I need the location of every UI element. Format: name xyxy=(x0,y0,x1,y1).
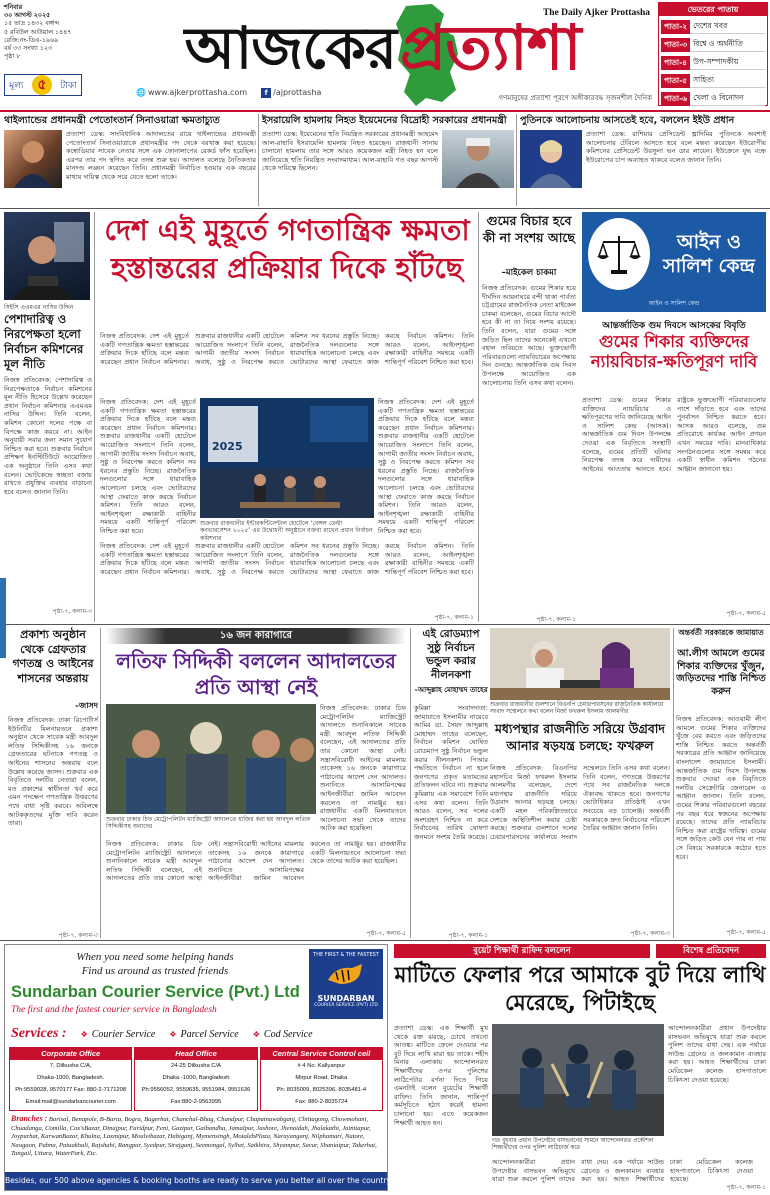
divider xyxy=(94,212,95,622)
inside-pages-title: ভেতরের পাতায় xyxy=(659,3,767,16)
globe-icon: 🌐 xyxy=(136,88,146,97)
rafid-body-right: আন্দোলনকারীরা প্রধান উপদেষ্টার বাসভবন অভিমুখে যাত্রা শুরু করলে পুলিশ তাদের বাধা দেয়। এক পর্যায়ে সাউন্ড গ্রেনেড ও জলকামান ব্যবহার করা হয়। আহত শিক্ষার্থীদের ঢাকা মেডিকেল কলেজ হাসপাতালে চিকিৎসা দেওয়া হয়েছে। xyxy=(668,1024,766,1084)
ad-office-line: Dhaka-1000, Bangladesh. xyxy=(37,1075,105,1081)
ad-logo-top: THE FIRST & THE FASTEST xyxy=(313,952,379,958)
special-report-tag: বিশেষ প্রতিবেদন xyxy=(656,944,766,958)
inside-page-topic: সাহিত্য xyxy=(690,74,765,88)
rafid-headline: মাটিতে ফেলার পরে আমাকে বুট দিয়ে লাথি মেরেছে, পিটাইছে xyxy=(394,963,766,1016)
inside-page-item[interactable] xyxy=(661,36,765,53)
mid-rule xyxy=(0,624,770,625)
ad-office xyxy=(260,1047,383,1111)
ad-office-line: Dhaka -1000, Bangladesh xyxy=(162,1075,230,1081)
roadmap-byline: –আব্দুল্লাহ মোহাম্মদ তাহের xyxy=(414,686,488,694)
price-box xyxy=(4,74,82,96)
divider xyxy=(673,628,674,938)
roadmap-body: কুমিল্লা সংবাদদাতা: জামায়াতে ইসলামীর নায়েবে আমির ডা. সৈয়দ আব্দুল্লাহ মোহাম্মদ তাহের বলেছেন, নির্বাচন কমিশন ঘোষিত রোডম্যাপ সুষ্ঠু নির্বাচন ভন্ডুল করার নীলনকশা। পিআর পদ্ধতিতে নির্বাচন না হলে জনগণের প্রকৃত মতামতের প্রতিফলন ঘটবে না। শুক্রবার কুমিল্লায় এক সমাবেশে তিনি এসব কথা বলেন। তিনি আরও বলেন, সব দলের অংশগ্রহণ নিশ্চিত না করে নির্বাচনের তারিখ ঘোষণা জনমনে সংশয় তৈরি করেছে। xyxy=(414,704,488,841)
inside-page-number: পাতা-৫ xyxy=(661,74,690,88)
ad-tagline-2: Find us around as trusted friends xyxy=(81,965,229,977)
ad-office-line: Mirpur Road, Dhaka xyxy=(295,1075,348,1081)
scales-icon xyxy=(595,230,643,278)
latif-kicker: ১৬ জন কারাগারে xyxy=(106,628,406,644)
jasad-byline: –জাসদ xyxy=(75,701,98,710)
fakhrul-headline: মধ্যপন্থার রাজনীতি সরিয়ে উগ্রবাদ আনার ষড়যন্ত্র চলছে: ফখরুল xyxy=(494,721,665,753)
ad-office-line: Fax:880-2-9563995 xyxy=(170,1099,222,1105)
inside-page-topic: দেশের খবর xyxy=(690,20,765,34)
divider xyxy=(258,114,259,206)
fakhrul-photo-caption: শুক্রবার রাজধানীর গুলশানে বিএনপি চেয়ারপারসনের রাজনৈতিক কার্যালয়ে সংবাদ সম্মেলনে কথা বলেন মির্জা ফখরুল ইসলাম আলমগীর xyxy=(490,702,664,716)
rafid-photo-caption: গত বুধবার প্রধান উপদেষ্টার বাসভবনের সামনে আন্দোলনরত প্রকৌশল শিক্ষার্থীদের ওপর পুলিশ লাঠিচার্জ করে xyxy=(492,1138,654,1152)
jamaat-story xyxy=(676,628,766,938)
date-english: ৩০ আগস্ট ২০২৫ xyxy=(4,12,51,20)
inside-page-item[interactable] xyxy=(661,54,765,71)
service-icon: ❖ xyxy=(169,1029,177,1039)
divider xyxy=(516,114,517,206)
left-story xyxy=(4,312,92,620)
jump: পৃষ্ঠা-৭, কলাম-১ xyxy=(434,614,474,621)
inside-page-number: পাতা-২ xyxy=(661,20,690,34)
gum-story xyxy=(482,212,576,623)
story-headline: থাইল্যান্ডের প্রধানমন্ত্রী পেতোংতার্ন সিনাওয়াত্রা ক্ষমতাচ্যুত xyxy=(4,115,220,126)
lead-col-text: নিজস্ব প্রতিবেদক: দেশ এই মুহূর্তে একটি গণতান্ত্রিক ক্ষমতা হস্তান্তরের প্রক্রিয়ার দিকে হাঁটছে বলে মন্তব্য করেছেন প্রধান নির্বাচন কমিশনার। শুক্রবার রাজধানীর একটি হোটেলে আয়োজিত সংলাপে তিনি বলেন, আগামী জাতীয় সংসদ নির্বাচন অবাধ, সুষ্ঠু ও নিরপেক্ষ করতে কমিশন সব ধরনের প্রস্তুতি নিচ্ছে। রাজনৈতিক দলগুলোর সঙ্গে ধারাবাহিক আলোচনা চলছে এবং ভোটারদের আস্থা ফেরাতে কাজ করছে নির্বাচন কমিশন। তিনি আরও বলেন, আইনশৃঙ্খলা রক্ষাকারী বাহিনীর সমন্বয়ে একটি শান্তিপূর্ণ পরিবেশ নিশ্চিত করা হবে। xyxy=(100,332,474,366)
title-right: প্রত্যাশা xyxy=(400,11,581,84)
lead-col-right: নিজস্ব প্রতিবেদক: দেশ এই মুহূর্তে একটি গণতান্ত্রিক ক্ষমতা হস্তান্তরের প্রক্রিয়ার দিকে হাঁটছে বলে মন্তব্য করেছেন প্রধান নির্বাচন কমিশনার। শুক্রবার রাজধানীর একটি হোটেলে আয়োজিত সংলাপে তিনি বলেন, আগামী জাতীয় সংসদ নির্বাচন অবাধ, সুষ্ঠু ও নিরপেক্ষ করতে কমিশন সব ধরনের প্রস্তুতি নিচ্ছে। রাজনৈতিক দলগুলোর সঙ্গে ধারাবাহিক আলোচনা চলছে এবং ভোটারদের আস্থা ফেরাতে কাজ করছে নির্বাচন কমিশন। তিনি আরও বলেন, আইনশৃঙ্খলা রক্ষাকারী বাহিনীর সমন্বয়ে একটি শান্তিপূর্ণ পরিবেশ নিশ্চিত করা হবে। xyxy=(378,398,474,535)
inside-page-number: পাতা-৬ xyxy=(661,92,690,106)
ad-office-line: Fax: 880-2-8035724 xyxy=(295,1099,348,1105)
lead-headline: দেশ এই মুহূর্তে গণতান্ত্রিক ক্ষমতা হস্তান্তরের প্রক্রিয়ার দিকে হাঁটছে xyxy=(104,214,470,285)
eu-photo xyxy=(520,130,582,188)
left-story-headline: পেশাদারিত্ব ও নিরপেক্ষতা হলো নির্বাচন কমিশনের মূল নীতি xyxy=(4,312,84,371)
ad-office-line: 24-25 Dilkusha C/A xyxy=(171,1063,221,1069)
masthead-rule xyxy=(0,110,770,112)
ad-office-line: Ph:9556052, 9559635, 9551984, 9551636 xyxy=(141,1087,251,1093)
divider xyxy=(100,628,101,938)
ad-logo-sub: COURIER SERVICE (PVT) LTD xyxy=(314,1003,378,1008)
ad-company: Sundarban Courier Service (Pvt.) Ltd xyxy=(11,983,300,1001)
ad-office-title: Central Service Control cell xyxy=(261,1048,382,1060)
ad-office-line: Ph: 8035009, 8025396, 8035481-4 xyxy=(276,1087,367,1093)
lead-photo-caption: শুক্রবার রাজধানীর ইন্টারকন্টিনেন্টাল হোটেলে ‘বেঙ্গল ডেল্টা কনভারসেশন ২০২৫’ এর উদ্বোধনী অনুষ্ঠানে বক্তব্য রাখেন প্রধান নির্বাচন কমিশনার xyxy=(200,520,373,542)
jump: পৃষ্ঠা-৭, কলাম-৫ xyxy=(726,929,766,936)
rafid-kicker: বুয়েট শিক্ষার্থী রাফিদ বললেন xyxy=(394,944,650,958)
rafid-body-mid: আন্দোলনকারীরা প্রধান উপদেষ্টার বাসভবন অভিমুখে যাত্রা শুরু করলে পুলিশ তাদের বাধা দেয়। এক পর্যায়ে সাউন্ড গ্রেনেড ও জলকামান ব্যবহার করা হয়। আহত শিক্ষার্থীদের ঢাকা মেডিকেল কলেজ হাসপাতালে চিকিৎসা দেওয়া হয়েছে। xyxy=(492,1158,753,1184)
story-body: প্রত্যাশা ডেস্ক: সাংবিধানিক আদালতের রায়ে থাইল্যান্ডের প্রধানমন্ত্রী পেতোংতার্ন সিনাওয়াত্রাকে প্রধানমন্ত্রীর পদ থেকে বরখাস্ত করা হয়েছে। কম্বোডিয়ার সাবেক নেতার সঙ্গে এক ফোনালাপের রেকর্ড ফাঁস হয়েছিল। এরপর তার পদ স্থগিত করে তদন্ত শুরু হয়। আদালত বলেছে নৈতিকতার মানদণ্ড লঙ্ঘন করেছেন তিনি। প্রধানমন্ত্রী নির্বাচিত হওয়ার এক বছরের মাথায় দায়িত্ব থেকে সরে যেতে হলো তাকে। xyxy=(66,130,256,181)
jump: পৃষ্ঠা-৭, কলাম-৫ xyxy=(366,930,406,937)
ad-footer: Besides, our 500 above agencies & booking booths are ready to serve you better all over the country. xyxy=(5,1172,387,1190)
service-icon: ❖ xyxy=(252,1029,260,1039)
ad-office-title: Corporate Office xyxy=(10,1048,131,1060)
latif-body: নিজস্ব প্রতিবেদক: ঢাকার চিফ মেট্রোপলিটন ম্যাজিস্ট্রেট আদালতে শুনানিকালে সাবেক মন্ত্রী আবদুল লতিফ সিদ্দিকী বলেছেন, এই আদালতের প্রতি তার কোনো আস্থা নেই। সন্ত্রাসবিরোধী আইনের মামলায় তাকেসহ ১৬ জনকে কারাগারে পাঠানোর আদেশ দেন আদালত। শুনানিতে আসামিপক্ষের আইনজীবীরা জামিন আবেদন করলেও তা নামঞ্জুর হয়। রাজধানীর একটি মিলনায়তনে আলোচনা সভা থেকে তাদের আটক করা হয়েছিল। xyxy=(320,704,406,833)
ask-body: প্রত্যাশা ডেস্ক: গুমের শিকার ব্যক্তিদের ন্যায়বিচার ও ক্ষতিপূরণের দাবি জানিয়েছে আইন ও সালিশ কেন্দ্র (আসক)। আন্তর্জাতিক গুম দিবস উপলক্ষে দেওয়া এক বিবৃতিতে সংস্থাটি বলেছে, গুমের প্রতিটি ঘটনার নিরপেক্ষ তদন্ত করে দায়ীদের আইনের আওতায় আনতে হবে। রাষ্ট্রকে ভুক্তভোগী পরিবারগুলোর পাশে দাঁড়াতে হবে এবং তাদের পুনর্বাসন নিশ্চিত করতে হবে। আসক আরও বলেছে, গুম প্রতিরোধে কার্যকর আইন প্রণয়ন এখন সময়ের দাবি। মানবাধিকার সংগঠনগুলোর সঙ্গে সমন্বয় করে একটি স্বাধীন কমিশন গঠনের আহ্বান জানানো হয়। xyxy=(582,396,766,473)
inside-page-number: পাতা-৩ xyxy=(661,38,690,52)
ad-office-title: Head Office xyxy=(135,1048,256,1060)
inside-page-number: পাতা-৪ xyxy=(661,56,690,70)
gum-body: নিজস্ব প্রতিবেদক: গুমের শিকার হয়ে দীর্ঘদিন আয়নাঘরে বন্দী থাকা পার্বত্য চট্টগ্রামের রাজনৈতিক নেতা মাইকেল চাকমা বলেছেন, গুমের বিচার আদৌ হবে কী না তা নিয়ে সংশয় রয়েছে। তিনি বলেন, যারা গুমের সঙ্গে জড়িত ছিল তাদের অনেকেই এখনো বহাল তবিয়তে আছে। ভুক্তভোগী পরিবারগুলো ন্যায়বিচারের অপেক্ষায় দিন গুনছে। আন্তর্জাতিক গুম দিবস উপলক্ষে আয়োজিত এক আলোচনায় তিনি এসব কথা বলেন। xyxy=(482,284,576,387)
yemen-photo xyxy=(442,130,514,188)
inside-pages-list xyxy=(659,16,767,107)
website-row xyxy=(136,88,396,100)
jasad-headline: প্রকাশ্য অনুষ্ঠান থেকে গ্রেফতার গণতন্ত্র ও আইনের শাসনের অন্তরায় xyxy=(12,628,94,685)
ad-tagline-1: When you need some helping hands xyxy=(76,951,234,963)
service-cod: Cod Service xyxy=(263,1028,313,1040)
jump: পৃষ্ঠা-৭, কলাম-৫ xyxy=(726,610,766,617)
ad-office-line: Email:mail@sundarbancourier.com xyxy=(25,1099,116,1105)
jamaat-body: নিজস্ব প্রতিবেদক: আওয়ামী লীগ আমলে গুমের শিকার ব্যক্তিদের খুঁজে বের করতে এবং জড়িতদের শাস্তি নিশ্চিত করতে অন্তর্বর্তী সরকারের প্রতি আহ্বান জানিয়েছে বাংলাদেশ জামায়াতে ইসলামী। আন্তর্জাতিক গুম দিবস উপলক্ষে শুক্রবার দেওয়া এক বিবৃতিতে দলটির সেক্রেটারি জেনারেল এ আহ্বান জানান। তিনি বলেন, গুমের শিকার পরিবারগুলো বছরের পর বছর ধরে স্বজনের অপেক্ষায় রয়েছে। তাদের প্রতি ন্যায়বিচার নিশ্চিত করা রাষ্ট্রের দায়িত্ব। গুমের সঙ্গে জড়িত কেউ যেন পার না পায় সে বিষয়ে সরকারকে কঠোর হতে হবে। xyxy=(676,715,766,861)
lower-rule xyxy=(0,940,770,941)
divider xyxy=(478,212,479,622)
ad-offices xyxy=(9,1047,383,1111)
top-story-thailand xyxy=(4,114,256,206)
price-unit: টাকা xyxy=(60,80,77,91)
divider xyxy=(410,628,411,938)
rafid-photo xyxy=(492,1024,664,1136)
latif-photo-caption: শুক্রবার ঢাকার চিফ মেট্রোপলিটন ম্যাজিস্ট্রেট আদালতে হাজির করা হয় আবদুল লতিফ সিদ্দিকীসহ অন্যদের xyxy=(106,816,311,831)
ad-office-line: # 4 No. Kallyanpur xyxy=(297,1063,346,1069)
jump: পৃষ্ঠা-৭, কলাম-১ xyxy=(448,932,488,939)
service-courier: Courier Service xyxy=(91,1028,156,1040)
jump: পৃষ্ঠা-৭, কলাম-১ xyxy=(726,1184,766,1191)
jamaat-headline: আ.লীগ আমলে গুমের শিকার ব্যক্তিদের খুঁজুন, জড়িতদের শাস্তি নিশ্চিত করুন xyxy=(676,648,766,697)
inside-page-topic: বিশ্বে ও অর্থনীতি xyxy=(690,38,765,52)
thailand-photo xyxy=(4,130,62,188)
services-label: Services : xyxy=(11,1026,67,1041)
top-story-yemen xyxy=(262,114,514,206)
branches-list: Barisal, Benapole, B-Baria, Bogra, Bagerhat, Chanchal-Bhag, Chandpur, Chapainawabganj, Chittagong, Chowmohani, Chuadanga, Comilla, Cox'sBazar, Dinajpur, Faridpur, Feni, Gazipur, Gaibandha, Jamalpur, Jashore, Jhenaidah, Jhalakathi, Jaintiapur, Joypurhat, KarwanBazar, Khulna, Laxmipur, Moulvibazar, Habiganj, Mymensingh, MotalebPlaza, Narayanganj, Nilphamari, Natore, Naogaon, Pabna, Patuakhali, Rajshahi, Rangpur, Syedpur, Sirajganj, Seemongal, Sylhet, Satkhira, Shyampur, Savar, Shaniatpur, Takerhat, Tangail, Uttara, WaterPark, Etc. xyxy=(11,1116,377,1158)
ad-subtitle: The first and the fastest courier service in Bangladesh xyxy=(11,1005,217,1015)
title-left: আজকের xyxy=(184,14,396,82)
ask-kicker: আন্তর্জাতিক গুম দিবসে আসকের বিবৃতি xyxy=(602,321,746,331)
latif-body-bottom: নিজস্ব প্রতিবেদক: ঢাকার চিফ মেট্রোপলিটন ম্যাজিস্ট্রেট আদালতে শুনানিকালে সাবেক মন্ত্রী আবদুল লতিফ সিদ্দিকী বলেছেন, এই আদালতের প্রতি তার কোনো আস্থা নেই। সন্ত্রাসবিরোধী আইনের মামলায় তাকেসহ ১৬ জনকে কারাগারে পাঠানোর আদেশ দেন আদালত। শুনানিতে আসামিপক্ষের আইনজীবীরা জামিন আবেদন করলেও তা নামঞ্জুর হয়। রাজধানীর একটি মিলনায়তনে আলোচনা সভা থেকে তাদের আটক করা হয়েছিল। xyxy=(106,840,406,883)
courier-ad[interactable] xyxy=(4,944,393,1191)
inside-page-topic: উপ-সম্পাদকীয় xyxy=(690,56,765,70)
latif-headline: লতিফ সিদ্দিকী বললেন আদালতের প্রতি আস্থা নেই xyxy=(116,649,396,699)
ad-office xyxy=(9,1047,132,1111)
top-story-eu xyxy=(520,114,766,206)
fakhrul-photo xyxy=(490,628,670,700)
weekday: শনিবার xyxy=(4,4,23,11)
service-parcel: Parcel Service xyxy=(180,1028,239,1040)
left-story-body: নিজস্ব প্রতিবেদক: পেশাদারিত্ব ও নিরপেক্ষতাকে নির্বাচন কমিশনের মূল নীতি হিসেবে উল্লেখ করেছেন প্রধান নির্বাচন কমিশনার এএমএম নাসির উদ্দিন। তিনি বলেন, কমিশন কোনো দলের পক্ষে বা বিপক্ষে কাজ করবে না। আইন অনুযায়ী সবার জন্য সমান সুযোগ নিশ্চিত করা হবে। শুক্রবার নির্বাচন প্রশিক্ষণ ইনস্টিটিউটে আয়োজিত এক অনুষ্ঠানে তিনি এসব কথা বলেন। ভোটকেন্দ্রে স্বচ্ছতা বজায় রাখতে প্রযুক্তির ব্যবহার বাড়ানো হবে বলেও জানান তিনি। xyxy=(4,376,92,496)
top-stories-rule xyxy=(0,208,770,209)
roadmap-headline: এই রোডম্যাপ সুষ্ঠু নির্বাচন ভন্ডুল করার নীলনকশা xyxy=(422,628,480,681)
inside-page-item[interactable] xyxy=(661,18,765,35)
story-headline: পুতিনকে আলোচনায় আসতেই হবে, বললেন ইইউ প্রধান xyxy=(520,115,735,126)
facebook-handle[interactable]: /ajprottasha xyxy=(273,88,322,97)
ask-title: আইন ও সালিশ কেন্দ্র xyxy=(663,231,755,277)
ask-banner xyxy=(582,212,766,312)
jump: পৃষ্ঠা-৭, কলাম-১ xyxy=(536,616,576,623)
inside-page-topic: খেলা ও বিনোদন xyxy=(690,92,765,106)
inside-page-item[interactable] xyxy=(661,72,765,89)
ask-headline: গুমের শিকার ব্যক্তিদের ন্যায়বিচার-ক্ষতিপূরণ দাবি xyxy=(590,332,758,371)
ad-office xyxy=(134,1047,257,1111)
story-body: প্রত্যাশা ডেস্ক: রাশিয়ার প্রেসিডেন্ট ভ্লাদিমির পুতিনকে অবশ্যই আলোচনার টেবিলে আসতে হবে বলে মন্তব্য করেছেন ইউরোপীয় কমিশনের প্রেসিডেন্ট উরসুলা ভন ডার লায়েন। ইউক্রেনে যুদ্ধ বন্ধে ইউরোপের চাপ অব্যাহত থাকবে বলেও জানান তিনি। xyxy=(586,130,766,164)
lead-photo xyxy=(200,398,374,518)
gum-headline: গুমের বিচার হবে কী না সংশয় আছে xyxy=(482,213,576,245)
masthead xyxy=(0,0,770,110)
date-bangla: ১৫ ভাদ্র ১৪৩২ বঙ্গাব্দ xyxy=(4,20,60,28)
ad-office-line: Ph:9559028, 9570177 Fax: 880-2-7171208 xyxy=(15,1087,127,1093)
jamaat-kicker: অন্তর্বর্তী সরকারকে জামায়াত xyxy=(678,628,764,637)
story-body: প্রত্যাশা ডেস্ক: ইয়েমেনের হুতি নিয়ন্ত্রিত সরকারের প্রধানমন্ত্রী আহমেদ আল-রাহাবি ইসরায়েলি হামলায় নিহত হয়েছেন। রাজধানী সানায় চালানো হামলায় তার সঙ্গে আরও কয়েকজন মন্ত্রী নিহত হন বলে জানিয়েছে হুতি নিয়ন্ত্রিত সংবাদমাধ্যম। আল-রাহাবি গত বছর আগস্ট থেকে দায়িত্বে ছিলেন। xyxy=(262,130,438,173)
inside-pages-box xyxy=(658,2,768,106)
jasad-body: নিজস্ব প্রতিবেদক: ঢাকা রিপোর্টার্স ইউনিটির মিলনায়তনে প্রকাশ্য অনুষ্ঠান থেকে সাবেক মন্ত্রী আবদুল লতিফ সিদ্দিকীসহ ১৬ জনকে গ্রেফতারের ঘটনাকে গণতন্ত্র ও আইনের শাসনের অন্তরায় বলে উল্লেখ করেছে জাসদ। শুক্রবার এক বিবৃতিতে দলটির নেতারা বলেন, মত প্রকাশের স্বাধীনতা খর্ব করে এমন পদক্ষেপ গণতান্ত্রিক উত্তরণের পথে বাধা সৃষ্টি করবে। অবিলম্বে আটককৃতদের মুক্তি দাবি করেন তারা। xyxy=(8,716,98,828)
cec-photo xyxy=(4,212,90,300)
ad-branches xyxy=(11,1115,383,1167)
latif-photo xyxy=(106,704,316,814)
date-hijri: ৫ রবিউল আউয়াল ১৪৪৭ xyxy=(4,28,72,36)
roadmap-story xyxy=(414,628,488,938)
tiger-icon xyxy=(326,960,366,990)
lead-col-left: নিজস্ব প্রতিবেদক: দেশ এই মুহূর্তে একটি গণতান্ত্রিক ক্ষমতা হস্তান্তরের প্রক্রিয়ার দিকে হাঁটছে বলে মন্তব্য করেছেন প্রধান নির্বাচন কমিশনার। শুক্রবার রাজধানীর একটি হোটেলে আয়োজিত সংলাপে তিনি বলেন, আগামী জাতীয় সংসদ নির্বাচন অবাধ, সুষ্ঠু ও নিরপেক্ষ করতে কমিশন সব ধরনের প্রস্তুতি নিচ্ছে। রাজনৈতিক দলগুলোর সঙ্গে ধারাবাহিক আলোচনা চলছে এবং ভোটারদের আস্থা ফেরাতে কাজ করছে নির্বাচন কমিশন। তিনি আরও বলেন, আইনশৃঙ্খলা রক্ষাকারী বাহিনীর সমন্বয়ে একটি শান্তিপূর্ণ পরিবেশ নিশ্চিত করা হবে। xyxy=(100,398,196,535)
page-count: পৃষ্ঠা ৮ xyxy=(4,53,21,61)
ask-logo xyxy=(588,218,650,290)
price-label: মূল্য xyxy=(9,80,24,91)
conference-banner-year: 2025 xyxy=(212,440,243,453)
fakhrul-body: নিজস্ব প্রতিবেদক: বিএনপির মহাসচিব মির্জা ফখরুল ইসলাম আলমগীর বলেছেন, দেশে মধ্যপন্থার রাজনীতি সরিয়ে উগ্রবাদ আনার ষড়যন্ত্র চলছে। একটি মহল পরিকল্পিতভাবে দেশকে অস্থিতিশীল করার চেষ্টা করছে। শুক্রবার গুলশানে দলের চেয়ারপারসনের কার্যালয়ে সংবাদ সম্মেলনে তিনি এসব কথা বলেন। তিনি বলেন, গণতন্ত্রে উত্তরণের পথে সব রাজনৈতিক দলকে ঐক্যবদ্ধ থাকতে হবে। জনগণের ভোটাধিকার প্রতিষ্ঠাই এখন সবচেয়ে বড় চ্যালেঞ্জ। অন্তর্বর্তী সরকারকে দ্রুত নির্বাচনের পরিবেশ তৈরির আহ্বান জানান তিনি। xyxy=(490,764,670,841)
jump: পৃষ্ঠা-৭, কলাম-৩ xyxy=(630,930,670,937)
lead-col-bottom: নিজস্ব প্রতিবেদক: দেশ এই মুহূর্তে একটি গণতান্ত্রিক ক্ষমতা হস্তান্তরের প্রক্রিয়ার দিকে হাঁটছে বলে মন্তব্য করেছেন প্রধান নির্বাচন কমিশনার। শুক্রবার রাজধানীর একটি হোটেলে আয়োজিত সংলাপে তিনি বলেন, আগামী জাতীয় সংসদ নির্বাচন অবাধ, সুষ্ঠু ও নিরপেক্ষ করতে কমিশন সব ধরনের প্রস্তুতি নিচ্ছে। রাজনৈতিক দলগুলোর সঙ্গে ধারাবাহিক আলোচনা চলছে এবং ভোটারদের আস্থা ফেরাতে কাজ করছে নির্বাচন কমিশন। তিনি আরও বলেন, আইনশৃঙ্খলা রক্ষাকারী বাহিনীর সমন্বয়ে একটি শান্তিপূর্ণ পরিবেশ নিশ্চিত করা হবে। xyxy=(100,542,474,576)
website[interactable]: www.ajkerprottasha.com xyxy=(147,88,248,97)
rafid-body: প্রত্যাশা ডেস্ক: এক শিক্ষার্থী মুখ থেকে রক্ত ঝরছে, চোখে তখনো আতঙ্ক। মাটিতে ফেলে দেওয়ার পর বুট দিয়ে লাথি মারা হয় তাকে। শহীদ মিনার এলাকায় আন্দোলনরত শিক্ষার্থীদের ওপর পুলিশের লাঠিপেটার বর্ণনা দিতে গিয়ে এমনটাই বলেন বুয়েটের শিক্ষার্থী রাফিদ। তিনি জানান, শান্তিপূর্ণ কর্মসূচিতে হঠাৎ করেই হামলা চালানো হয়। এতে কয়েকজন শিক্ষার্থী আহত হন। xyxy=(394,1024,488,1127)
jump: পৃষ্ঠা-৭, কলাম-৩ xyxy=(52,608,92,615)
registration-number: রেজি:নং-ডিএ-১৯৬৯ xyxy=(4,36,59,44)
price-value: ৫ xyxy=(32,75,52,95)
side-strip xyxy=(0,578,6,658)
english-name: The Daily Ajker Prottasha xyxy=(542,8,650,18)
inside-page-item[interactable] xyxy=(661,90,765,107)
date-block xyxy=(4,4,126,72)
facebook-icon: f xyxy=(261,88,271,98)
slogan: গণমানুষের প্রত্যাশা পূরণে অঙ্গীকারবদ্ধ সৃজনশীল দৈনিক xyxy=(498,94,652,102)
ad-logo xyxy=(309,949,383,1019)
ask-logo-caption: আইন ও সালিশ কেন্দ্র xyxy=(648,300,700,307)
jump: পৃষ্ঠা-৭, কলাম-৩ xyxy=(58,932,98,939)
ad-logo-name: SUNDARBAN xyxy=(317,994,375,1003)
cec-photo-caption: সিইসি এএমএম নাসির উদ্দিন xyxy=(4,304,74,311)
issue-number: বর্ষ ৩৩ সংখ্যা ১২৩ xyxy=(4,45,53,53)
story-headline: ইসরায়েলি হামলায় নিহত ইয়েমেনের বিদ্রোহী সরকারের প্রধানমন্ত্রী xyxy=(262,115,507,126)
gum-byline: –মাইকেল চাকমা xyxy=(501,268,557,278)
ad-services-row xyxy=(11,1025,383,1043)
service-icon: ❖ xyxy=(80,1029,88,1039)
ad-office-line: 7, Dilkusha C/A, xyxy=(49,1063,92,1069)
jasad-story xyxy=(8,628,98,938)
branches-label: Branches : xyxy=(11,1114,48,1123)
